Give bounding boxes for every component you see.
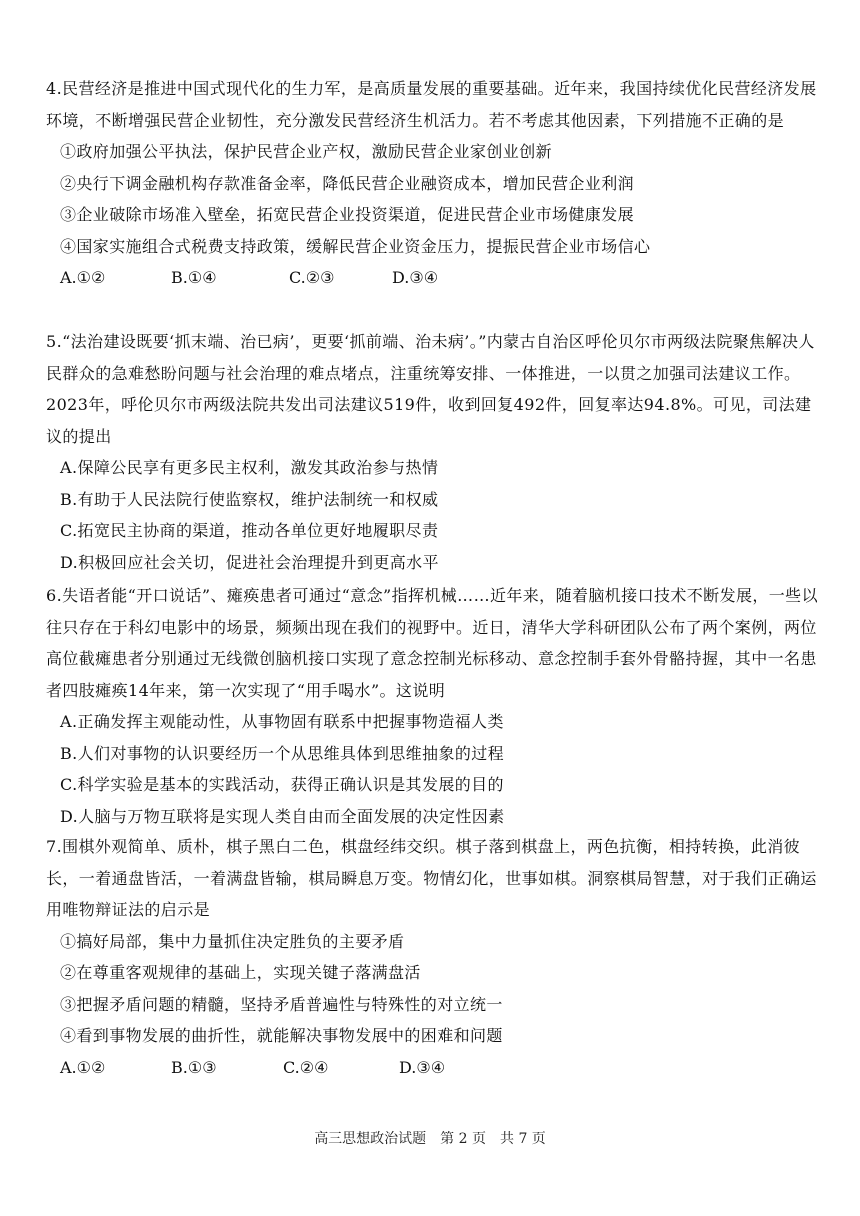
answer-option-a: A.保障公民享有更多民主权利，激发其政治参与热情 bbox=[60, 458, 439, 477]
question-6 bbox=[46, 580, 821, 832]
question-7 bbox=[46, 831, 821, 1083]
choice-c: C.②③ bbox=[289, 268, 335, 287]
choice-a: A.①② bbox=[60, 268, 106, 287]
choice-d: D.③④ bbox=[399, 1057, 446, 1077]
question-stem: 5.“法治建设既要‘抓末端、治已病’，更要‘抓前端、治未病’。”内蒙古自治区呼伦贝尔市两级法院聚焦解决人民群众的急难愁盼问题与社会治理的难点堵点，注重统筹安排、一体推进，一以贯之加强司法建议工作。2023年，呼伦贝尔市两级法院共发出司法建议519件，收到回复492件，回复率达94.8%。可见，司法建议的提出 bbox=[46, 332, 815, 446]
statement-option: ②央行下调金融机构存款准备金率，降低民营企业融资成本，增加民营企业利润 bbox=[60, 173, 635, 193]
statement-option: ③把握矛盾问题的精髓，坚持矛盾普遍性与特殊性的对立统一 bbox=[60, 994, 503, 1014]
statement-option: ②在尊重客观规律的基础上，实现关键子落满盘活 bbox=[60, 963, 421, 982]
statement-option: ④国家实施组合式税费支持政策，缓解民营企业资金压力，提振民营企业市场信心 bbox=[60, 236, 651, 256]
answer-option-a: A.正确发挥主观能动性，从事物固有联系中把握事物造福人类 bbox=[60, 712, 504, 731]
page-footer: 高三思想政治试题 第 2 页 共 7 页 bbox=[314, 1131, 546, 1147]
statement-option: ①搞好局部，集中力量抓住决定胜负的主要矛盾 bbox=[60, 931, 405, 951]
statement-option: ①政府加强公平执法，保护民营企业产权，激励民营企业家创业创新 bbox=[60, 142, 553, 161]
choice-a: A.①② bbox=[60, 1057, 106, 1077]
answer-choices bbox=[46, 262, 821, 293]
choice-b: B.①③ bbox=[171, 1057, 217, 1077]
answer-option-c: C.科学实验是基本的实践活动，获得正确认识是其发展的目的 bbox=[60, 775, 504, 794]
answer-option-b: B.有助于人民法院行使监察权，维护法制统一和权威 bbox=[60, 489, 439, 509]
choice-c: C.②④ bbox=[283, 1057, 329, 1077]
answer-option-c: C.拓宽民主协商的渠道，推动各单位更好地履职尽责 bbox=[60, 521, 439, 540]
question-4 bbox=[46, 73, 821, 293]
question-stem: 7.围棋外观简单、质朴，棋子黑白二色，棋盘经纬交织。棋子落到棋盘上，两色抗衡，相持转换，此消彼长，一着通盘皆活，一着满盘皆输，棋局瞬息万变。物情幻化，世事如棋。洞察棋局智慧，对于我们正确运用唯物辩证法的启示是 bbox=[46, 837, 817, 919]
statement-option: ④看到事物发展的曲折性，就能解决事物发展中的困难和问题 bbox=[60, 1026, 503, 1045]
statement-option: ③企业破除市场准入壁垒，拓宽民营企业投资渠道，促进民营企业市场健康发展 bbox=[60, 205, 635, 224]
question-stem: 6.失语者能“开口说话”、瘫痪患者可通过“意念”指挥机械……近年来，随着脑机接口技术不断发展，一些以往只存在于科幻电影中的场景，频频出现在我们的视野中。近日，清华大学科研团队公布了两个案例，两位高位截瘫患者分别通过无线微创脑机接口实现了意念控制光标移动、意念控制手套外骨骼持握，其中一名患者四肢瘫痪14年来，第一次实现了“用手喝水”。这说明 bbox=[46, 586, 818, 700]
answer-option-d: D.积极回应社会关切，促进社会治理提升到更高水平 bbox=[60, 552, 439, 572]
answer-option-b: B.人们对事物的认识要经历一个从思维具体到思维抽象的过程 bbox=[60, 743, 505, 763]
answer-choices bbox=[46, 1052, 821, 1083]
question-stem: 4.民营经济是推进中国式现代化的生力军，是高质量发展的重要基础。近年来，我国持续优化民营经济发展环境，不断增强民营企业韧性，充分激发民营经济生机活力。若不考虑其他因素，下列措施不正确的是 bbox=[46, 79, 817, 130]
question-5 bbox=[46, 326, 821, 578]
answer-option-d: D.人脑与万物互联将是实现人类自由而全面发展的决定性因素 bbox=[60, 806, 505, 826]
choice-d: D.③④ bbox=[392, 268, 439, 287]
choice-b: B.①④ bbox=[171, 268, 217, 287]
